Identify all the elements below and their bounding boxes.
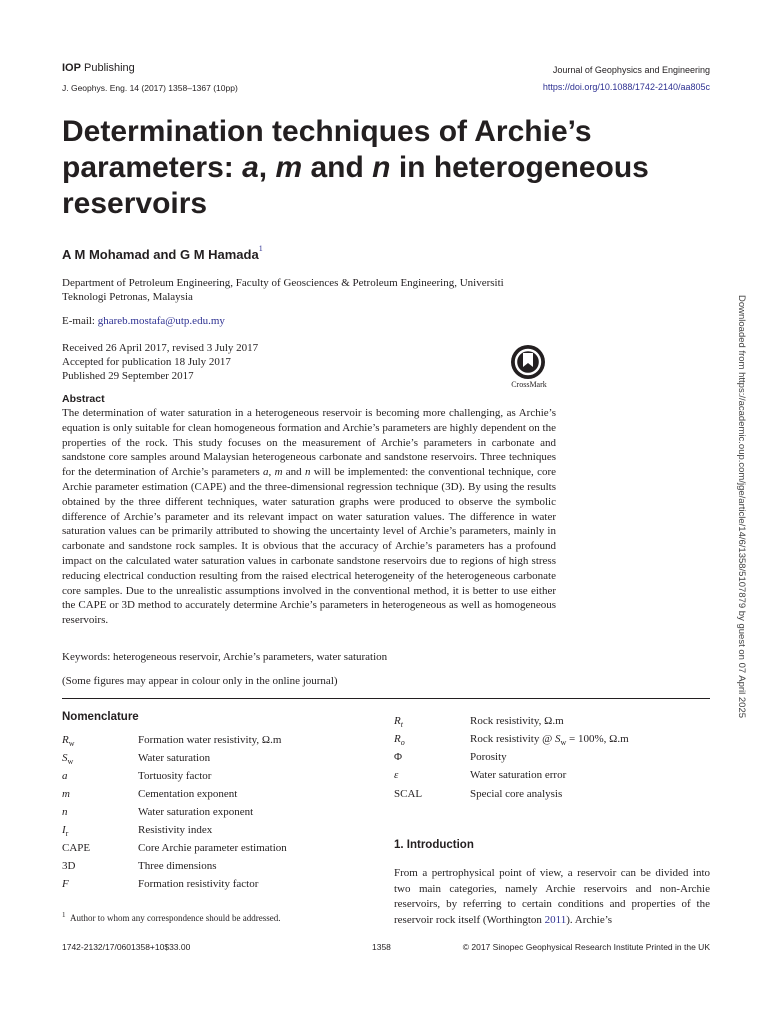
nom-definition: Rock resistivity @ $S_w = 100\%$, Ω.m — [470, 733, 629, 748]
crossmark-label: CrossMark — [511, 380, 547, 389]
nom-symbol: a — [62, 770, 68, 782]
nom-definition: Resistivity index — [138, 824, 213, 836]
nom-definition: Water saturation error — [470, 769, 567, 781]
footer-copyright: © 2017 Sinopec Geophysical Research Institute Printed in the UK — [462, 942, 710, 952]
authors: A M Mohamad and G M Hamada$^1$ — [62, 244, 263, 262]
published-date: Published 29 September 2017 — [62, 370, 194, 382]
introduction-text: From a pertrophysical point of view, a reservoir can be divided into two main categories, namely Archie reservoirs and non-Archie reservoirs, by referring to certain conditions and properties of the reservoir rock itself (Worthington 2011). Archie’s — [394, 867, 710, 926]
received-date: Received 26 April 2017, revised 3 July 2017 — [62, 342, 259, 354]
nom-definition: Formation resistivity factor — [138, 878, 259, 890]
email: E-mail: ghareb.mostafa@utp.edu.my — [62, 315, 225, 327]
citation: J. Geophys. Eng. 14 (2017) 1358–1367 (10pp) — [62, 83, 238, 93]
nom-definition: Rock resistivity, Ω.m — [470, 715, 564, 727]
publisher-logo: IOP Publishing — [62, 62, 135, 74]
article-title: Determination techniques of Archie’s parameters: a, m and n in heterogeneous reservoirs — [62, 115, 649, 220]
nom-symbol: $R_w$ — [62, 734, 75, 749]
nom-definition: Water saturation — [138, 752, 211, 764]
nom-symbol: 3D — [62, 860, 76, 872]
keywords: Keywords: heterogeneous reservoir, Archie’s parameters, water saturation — [62, 651, 388, 663]
download-watermark: Downloaded from https://academic.oup.com/jge/article/14/6/1358/5107879 by guest on 07 April 2025 — [736, 295, 747, 719]
abstract-heading: Abstract — [62, 393, 105, 405]
nom-definition: Formation water resistivity, Ω.m — [138, 734, 282, 746]
nom-symbol: ε — [394, 769, 399, 781]
nom-symbol: F — [62, 878, 69, 890]
doi-link[interactable]: https://doi.org/10.1088/1742-2140/aa805c — [542, 82, 710, 92]
affiliation: Department of Petroleum Engineering, Faculty of Geosciences & Petroleum Engineering, Universiti Teknologi Petronas, Malaysia — [62, 277, 504, 303]
nom-symbol: $I_r$ — [62, 824, 69, 839]
nom-definition: Water saturation exponent — [138, 806, 254, 818]
footnote: $^1$ Author to whom any correspondence should be addressed. — [62, 911, 281, 923]
journal-name: Journal of Geophysics and Engineering — [552, 65, 710, 75]
nomenclature-heading: Nomenclature — [62, 711, 139, 723]
nom-symbol: $R_o$ — [394, 733, 405, 748]
nom-symbol: Φ — [394, 751, 403, 763]
nom-definition: Special core analysis — [470, 788, 563, 800]
nom-definition: Cementation exponent — [138, 788, 238, 800]
abstract-text: The determination of water saturation in a heterogeneous reservoir is becoming more challenging, as Archie’s equation is only suitable for clean homogeneous formation and Archie’s parameters are highly dependent on the properties of the rock. This study focuses on the measurement of Archie’s parameters in carbonate and sandstone core samples around Malaysian heterogeneous carbonate and sandstone reservoirs. Three techniques for the determination of Archie’s parameters a, m and n will be implemented: the conventional technique, core Archie parameter estimation (CAPE) and the three-dimensional regression technique (3D). By using the results obtained by the three different techniques, water saturation graphs were produced to observe the symbolic difference of Archie’s parameter and its relevant impact on water saturation values. The difference in water saturation values can be primarily attributed to showing the uncertainty level of Archie’s parameters, mainly in carbonate and sandstone rock samples. It is obvious that the accuracy of Archie’s parameters has a profound impact on the calculated water saturation values in carbonate sandstone reservoirs due to regions of high stress reducing electrical conduction resulting from the raised electrical heterogeneity of the heterogeneous carbonate core samples. Due to the unrealistic assumptions involved in the conventional method, it is better to use either the CAPE or 3D method to accurately determine Archie’s parameters in heterogeneous as well as homogeneous reservoirs. — [62, 407, 557, 627]
page-number: 1358 — [372, 942, 391, 952]
nom-definition: Core Archie parameter estimation — [138, 842, 287, 854]
nom-symbol: CAPE — [62, 842, 91, 854]
author-footnote-mark[interactable]: 1 — [258, 244, 263, 253]
nom-symbol: m — [62, 788, 70, 800]
footer-issn: 1742-2132/17/0601358+10$33.00 — [62, 942, 191, 952]
colour-note: (Some figures may appear in colour only in the online journal) — [62, 675, 338, 687]
nom-symbol: $R_t$ — [394, 715, 403, 730]
section-divider — [62, 698, 710, 699]
nom-definition: Porosity — [470, 751, 507, 763]
introduction-heading: 1. Introduction — [394, 839, 474, 851]
email-link[interactable]: ghareb.mostafa@utp.edu.my — [97, 315, 225, 327]
nom-symbol: SCAL — [394, 788, 423, 800]
crossmark-icon[interactable] — [510, 344, 546, 380]
accepted-date: Accepted for publication 18 July 2017 — [62, 356, 231, 368]
nom-definition: Tortuosity factor — [138, 770, 212, 782]
nom-symbol: $S_w$ — [62, 752, 74, 767]
dates — [62, 341, 258, 383]
nom-symbol: n — [62, 806, 68, 818]
nom-definition: Three dimensions — [138, 860, 217, 872]
reference-link[interactable]: 2011 — [544, 913, 567, 926]
